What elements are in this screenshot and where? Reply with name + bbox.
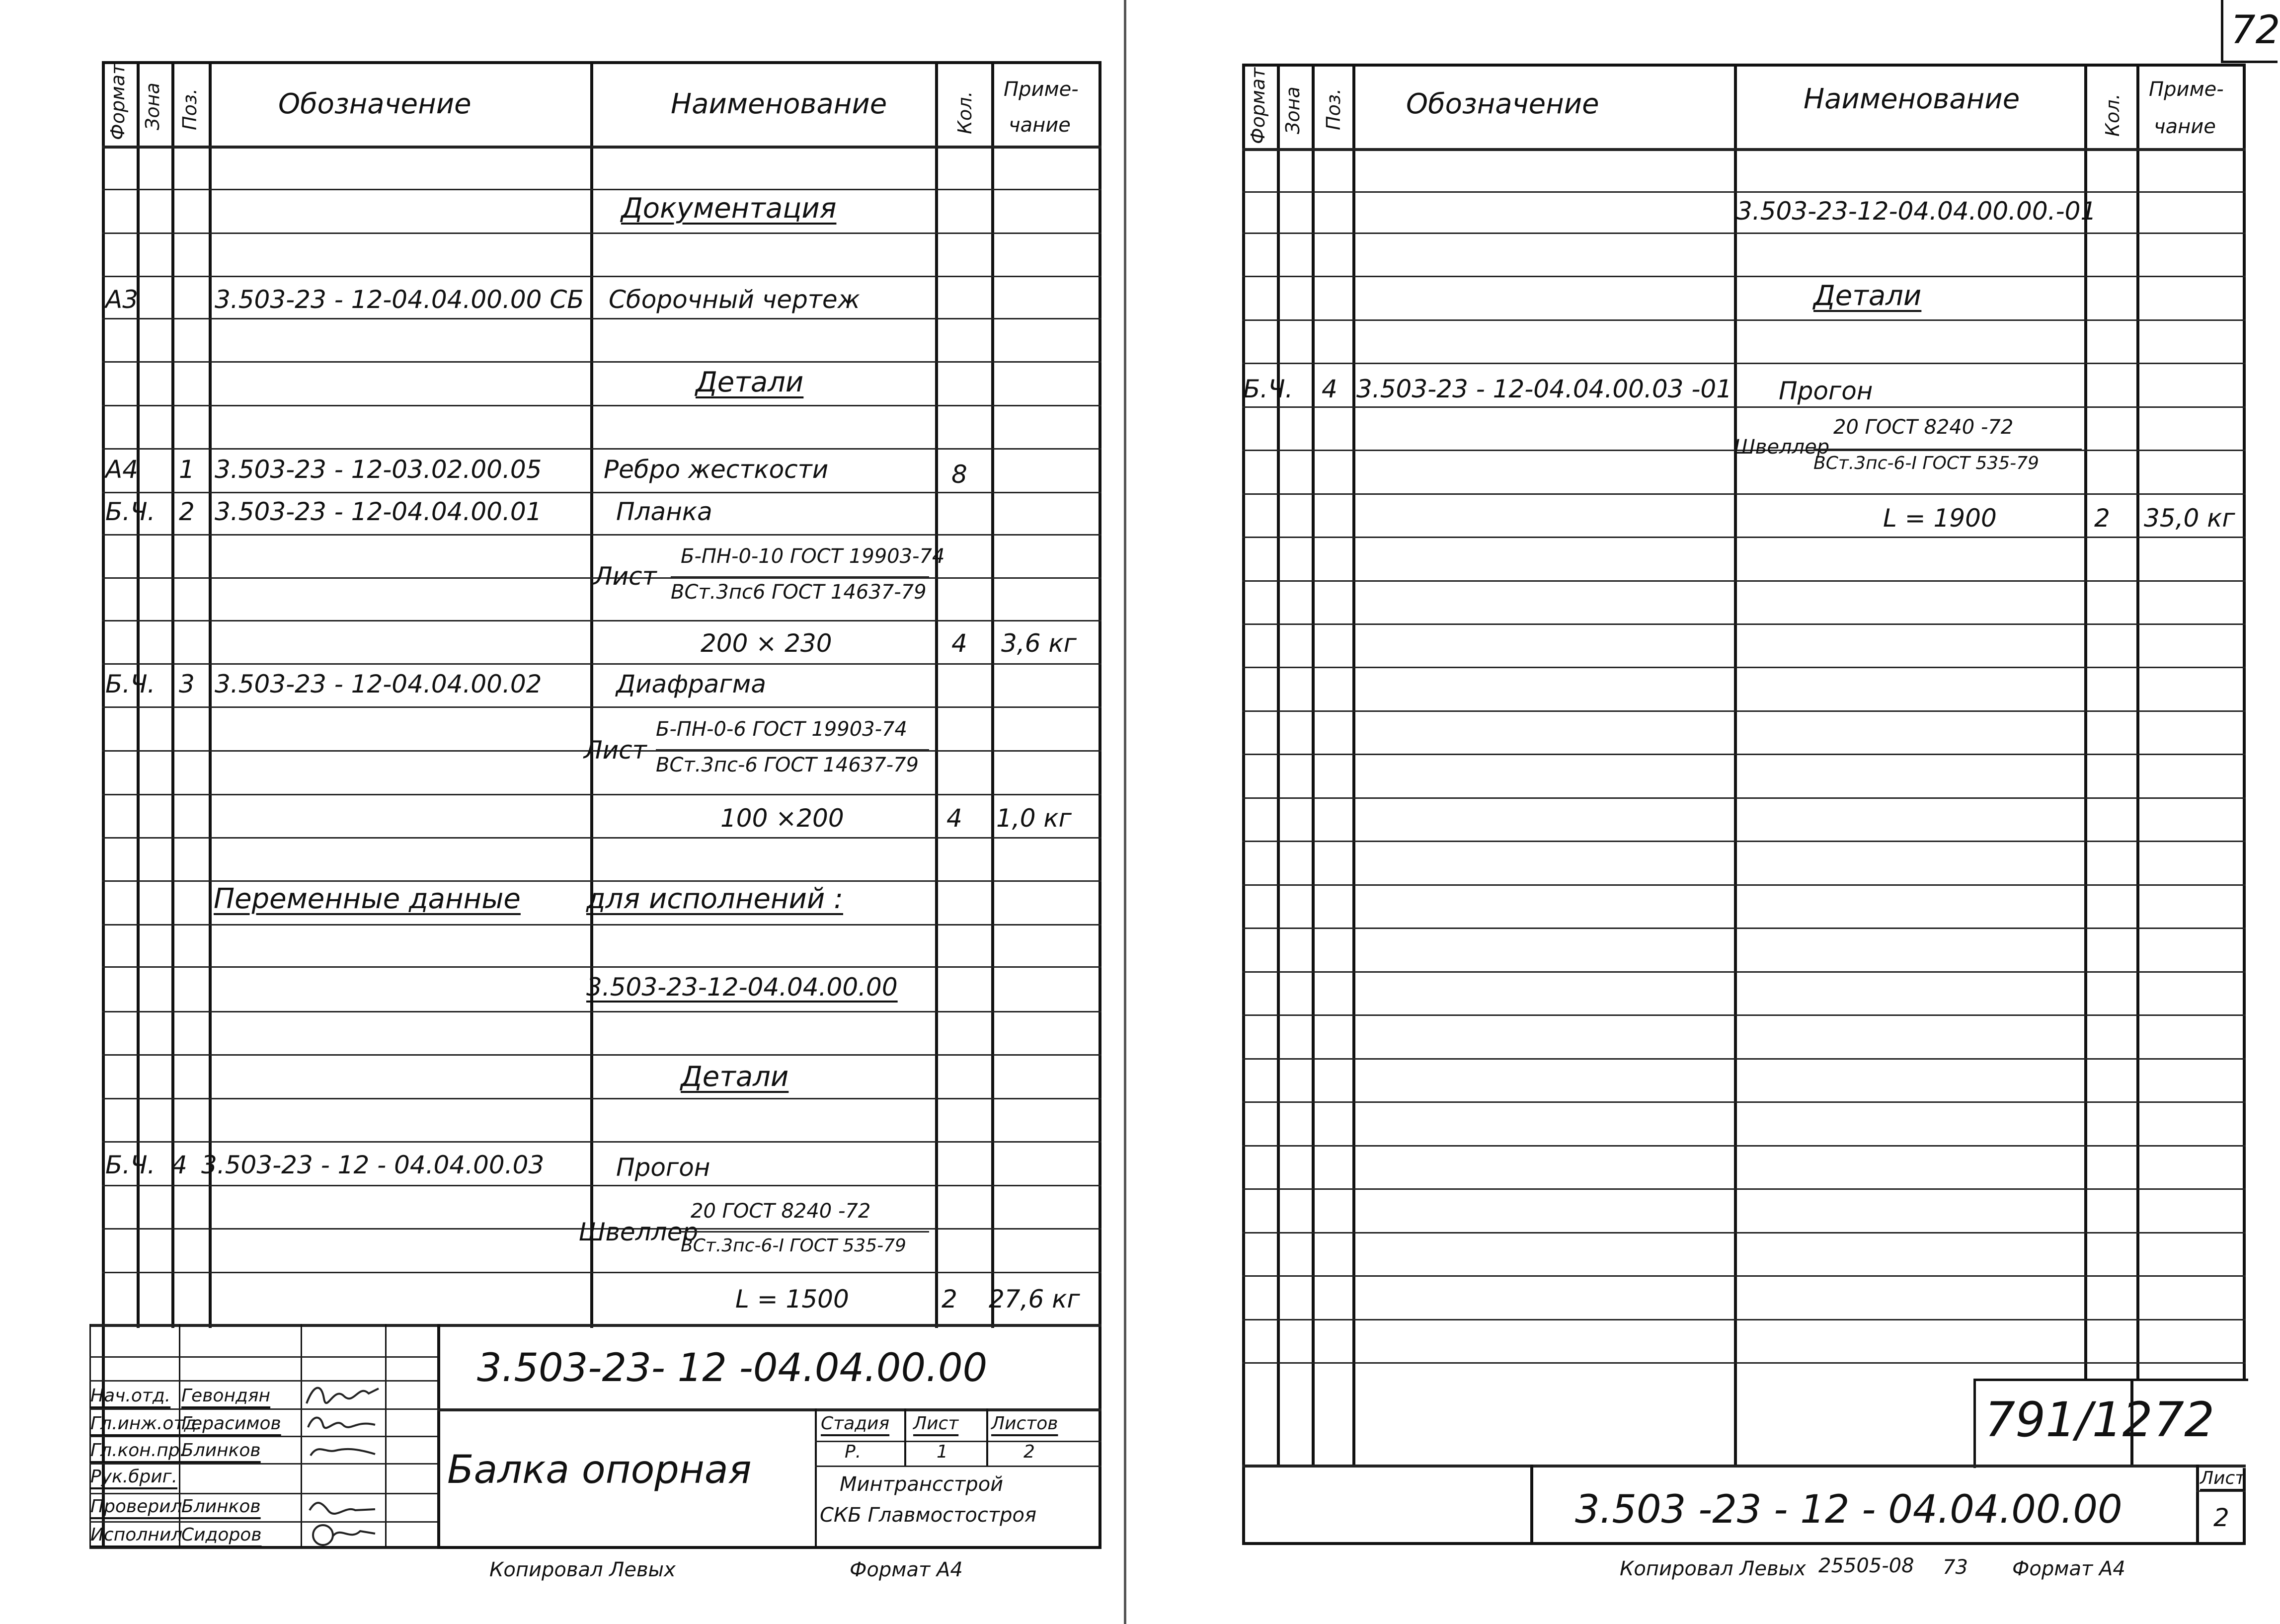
row-line (1242, 797, 2246, 799)
col-header-designation: Обозначение (278, 88, 472, 120)
section-details-2: Детали (681, 1061, 789, 1093)
row-line (1242, 928, 2246, 929)
row-line (102, 620, 1101, 621)
title-block-divider (904, 1408, 906, 1466)
organization: Минтрансстрой (840, 1473, 1004, 1496)
title-block-line (815, 1466, 1101, 1467)
signer-role: Нач.отд. (90, 1386, 171, 1406)
sheets-value: 2 (1023, 1442, 1035, 1462)
fraction-line (681, 1231, 929, 1233)
row-line (1242, 710, 2246, 712)
title-block-divider (2196, 1465, 2199, 1545)
row-line (102, 276, 1101, 277)
signer-name: Гевондян (181, 1386, 271, 1406)
signer-role: Гл.кон.пр. (90, 1440, 186, 1461)
col-line (1312, 64, 1315, 1465)
pos-cell: 1 (179, 455, 195, 484)
footer-copied: Копировал Левых (489, 1558, 676, 1581)
col-header-qty: Кол. (954, 91, 976, 134)
footer-copied: Копировал Левых (1620, 1557, 1806, 1580)
row-line (102, 706, 1101, 708)
document-title: Балка опорная (447, 1448, 752, 1492)
material-spec-bottom: ВСт.3пс-6-I ГОСТ 535-79 (1813, 453, 2039, 473)
document-code: 3.503-23- 12 -04.04.00.00 (477, 1346, 988, 1391)
format-cell: Б.Ч. (105, 1151, 156, 1179)
signature-mark (306, 1438, 380, 1463)
signer-role: Гл.инж.отд. (90, 1413, 202, 1434)
note-cell: 35,0 кг (2144, 504, 2235, 533)
name-cell: Планка (616, 497, 712, 526)
title-block-divider (815, 1408, 817, 1549)
row-line (1242, 363, 2246, 364)
material-spec-bottom: ВСт.3пс-6-I ГОСТ 535-79 (681, 1236, 906, 1256)
col-line (590, 61, 593, 1328)
row-line (102, 232, 1101, 234)
signature-mark (306, 1495, 380, 1520)
sheet-value: 2 (2213, 1503, 2229, 1532)
designation-cell: 3.503-23 - 12-04.04.00.03 -01 (1356, 375, 1732, 403)
row-line (1242, 493, 2246, 495)
col-line (1277, 64, 1280, 1465)
col-line (1734, 64, 1737, 1465)
right-frame (1242, 64, 2246, 1545)
variable-data-label-2: для исполнений : (586, 883, 843, 915)
name-cell: Сборочный чертеж (609, 285, 860, 314)
format-cell: А3 (105, 285, 139, 314)
fraction-line (1813, 449, 2082, 450)
row-line (1242, 667, 2246, 668)
row-line (102, 663, 1101, 665)
col-header-name: Наименование (671, 88, 887, 120)
section-details: Детали (696, 366, 804, 398)
name-cell: Прогон (1779, 377, 1873, 405)
organization-2: СКБ Главмостостроя (820, 1504, 1037, 1527)
name-cell: 100 ×200 (720, 804, 844, 833)
col-header-note: Приме- (1004, 78, 1079, 101)
signer-role: Проверил (90, 1496, 182, 1517)
designation-cell: 3.503-23 - 12-04.04.00.01 (215, 497, 542, 526)
name-cell: Ребро жесткости (604, 455, 829, 484)
row-line (102, 1054, 1101, 1056)
format-cell: Б.Ч. (1243, 375, 1293, 403)
material-spec-top: Б-ПН-0-10 ГОСТ 19903-74 (681, 545, 945, 568)
col-line (991, 61, 994, 1328)
row-line (102, 189, 1101, 190)
col-header-name: Наименование (1804, 83, 2020, 115)
name-cell: L = 1500 (735, 1285, 849, 1314)
row-line (1242, 1058, 2246, 1060)
signer-row (89, 1380, 437, 1382)
variant-code: 3.503-23-12-04.04.00.00.-01 (1736, 197, 2097, 226)
row-line (1242, 1362, 2246, 1364)
qty-cell: 2 (2094, 504, 2110, 533)
title-block-top (89, 1324, 1101, 1327)
sheets-label: Листов (991, 1413, 1058, 1434)
signer-name: Блинков (181, 1496, 261, 1517)
name-cell: Диафрагма (616, 670, 766, 698)
col-line (171, 61, 174, 1328)
title-block-top (1242, 1465, 2246, 1468)
row-line (1242, 841, 2246, 842)
qty-cell: 4 (951, 629, 967, 658)
section-details: Детали (1813, 280, 1922, 312)
signer-name: Герасимов (181, 1413, 281, 1434)
header-line (1242, 148, 2246, 151)
row-line (1242, 971, 2246, 973)
page-number: 72 (2231, 8, 2280, 53)
row-line (102, 1185, 1101, 1186)
designation-cell: 3.503-23 - 12-04.04.00.02 (215, 670, 542, 698)
row-line (1242, 1145, 2246, 1147)
footer-format: Формат А4 (2012, 1557, 2125, 1580)
col-header-note: Приме- (2149, 78, 2224, 101)
row-line (102, 1098, 1101, 1099)
col-header-pos: Поз. (1323, 88, 1344, 130)
row-line (1242, 276, 2246, 277)
row-line (1242, 754, 2246, 755)
sheet-divider (1124, 0, 1126, 1624)
archive-number: 791/12 (1985, 1392, 2153, 1448)
col-header-zone: Зона (142, 82, 163, 130)
row-line (102, 1141, 1101, 1143)
signer-name: Сидоров (181, 1525, 262, 1545)
format-cell: Б.Ч. (105, 670, 156, 698)
variable-data-label: Переменные данные (214, 883, 521, 915)
material-prefix: Швеллер (579, 1218, 699, 1246)
row-line (102, 924, 1101, 926)
material-spec-bottom: ВСт.3пс6 ГОСТ 14637-79 (671, 581, 927, 604)
col-header-format: Формат (1247, 67, 1269, 144)
row-line (1242, 537, 2246, 538)
signer-row (89, 1493, 437, 1494)
material-prefix: Швеллер (1734, 436, 1830, 459)
footer-format: Формат А4 (850, 1558, 963, 1581)
col-header-note-2: чание (1009, 114, 1071, 137)
pos-cell: 4 (1322, 375, 1337, 403)
row-line (102, 492, 1101, 493)
row-line (1242, 1319, 2246, 1320)
row-line (1242, 1232, 2246, 1234)
signature-mark (306, 1410, 380, 1435)
row-line (1242, 1101, 2246, 1103)
designation-cell: 3.503-23 - 12 - 04.04.00.03 (201, 1151, 545, 1179)
row-line (102, 361, 1101, 363)
format-cell: А4 (105, 455, 139, 484)
qty-cell: 8 (951, 460, 967, 489)
col-line (935, 61, 938, 1328)
material-spec-top: Б-ПН-0-6 ГОСТ 19903-74 (656, 718, 907, 741)
signer-row (89, 1463, 437, 1465)
note-cell: 27,6 кг (989, 1285, 1080, 1314)
title-block-divider (1530, 1465, 1533, 1545)
section-documentation: Документация (621, 192, 837, 225)
document-code: 3.503 -23 - 12 - 04.04.00.00 (1575, 1487, 2123, 1532)
pos-cell: 2 (179, 497, 195, 526)
title-block-line (2196, 1490, 2246, 1492)
signature-mark (306, 1521, 380, 1548)
col-line (2136, 64, 2139, 1465)
row-line (1242, 319, 2246, 321)
designation-cell: 3.503-23 - 12-04.04.00.00 СБ (215, 285, 584, 314)
material-prefix: Лист (594, 562, 657, 591)
stage-value: Р. (845, 1442, 862, 1462)
row-line (102, 448, 1101, 450)
title-block-divider (986, 1408, 988, 1466)
qty-cell: 4 (946, 804, 962, 833)
row-line (1242, 191, 2246, 193)
col-line (209, 61, 212, 1328)
fraction-line (656, 749, 929, 751)
footer-order: 25505-08 (1818, 1554, 1914, 1577)
archive-sheet: 72 (2154, 1392, 2215, 1448)
row-line (102, 405, 1101, 406)
row-line (1242, 1014, 2246, 1016)
signer-row (89, 1547, 437, 1549)
right-sheet (1138, 0, 2280, 1624)
col-line (1352, 64, 1355, 1465)
stage-label: Стадия (821, 1413, 890, 1434)
col-header-qty: Кол. (2102, 93, 2123, 137)
title-block-mid (437, 1408, 1101, 1411)
pos-cell: 3 (179, 670, 195, 698)
row-line (102, 534, 1101, 536)
name-cell: Прогон (616, 1153, 710, 1182)
sheet-label: Лист (913, 1413, 959, 1434)
row-line (102, 794, 1101, 795)
signer-role: Исполнил (90, 1525, 183, 1545)
sheet-label: Лист (2200, 1468, 2246, 1488)
signer-row (89, 1521, 437, 1523)
note-cell: 3,6 кг (1001, 629, 1077, 658)
row-line (1242, 884, 2246, 886)
signer-row (89, 1436, 437, 1437)
signer-role: Рук.бриг. (90, 1467, 178, 1487)
material-spec-bottom: ВСт.3пс-6 ГОСТ 14637-79 (656, 754, 919, 776)
signer-row (89, 1408, 437, 1410)
material-prefix: Лист (584, 736, 647, 765)
col-header-note-2: чание (2154, 115, 2216, 138)
row-line (102, 837, 1101, 839)
row-line (1242, 580, 2246, 582)
signer-name: Блинков (181, 1440, 261, 1461)
title-block-divider (437, 1324, 440, 1549)
left-sheet (0, 0, 1113, 1624)
name-cell: 200 × 230 (701, 629, 832, 658)
col-line (2084, 64, 2087, 1465)
row-line (102, 1011, 1101, 1012)
header-line (102, 146, 1101, 149)
row-line (102, 1272, 1101, 1273)
row-line (102, 880, 1101, 882)
note-cell: 1,0 кг (996, 804, 1072, 833)
variant-code: 3.503-23-12-04.04.00.00 (586, 973, 898, 1002)
designation-cell: 3.503-23 - 12-03.02.00.05 (215, 455, 542, 484)
material-spec-top: 20 ГОСТ 8240 -72 (1833, 416, 2014, 439)
row-line (102, 966, 1101, 968)
signature-mark (304, 1381, 384, 1411)
sheet-value: 1 (937, 1442, 948, 1462)
row-line (1242, 623, 2246, 625)
row-line (1242, 1275, 2246, 1277)
row-line (1242, 406, 2246, 408)
col-header-zone: Зона (1282, 86, 1304, 134)
col-header-pos: Поз. (179, 88, 201, 130)
row-line (1242, 1188, 2246, 1190)
signer-row (89, 1356, 437, 1358)
col-header-format: Формат (107, 63, 129, 140)
format-cell: Б.Ч. (105, 497, 156, 526)
row-line (102, 318, 1101, 319)
row-line (1242, 232, 2246, 234)
footer-mark: 73 (1943, 1556, 1968, 1579)
material-spec-top: 20 ГОСТ 8240 -72 (691, 1200, 871, 1223)
qty-cell: 2 (942, 1285, 957, 1314)
fraction-line (671, 576, 929, 578)
pos-cell: 4 (171, 1151, 187, 1179)
name-cell: L = 1900 (1883, 504, 1997, 533)
col-header-designation: Обозначение (1406, 88, 1599, 120)
